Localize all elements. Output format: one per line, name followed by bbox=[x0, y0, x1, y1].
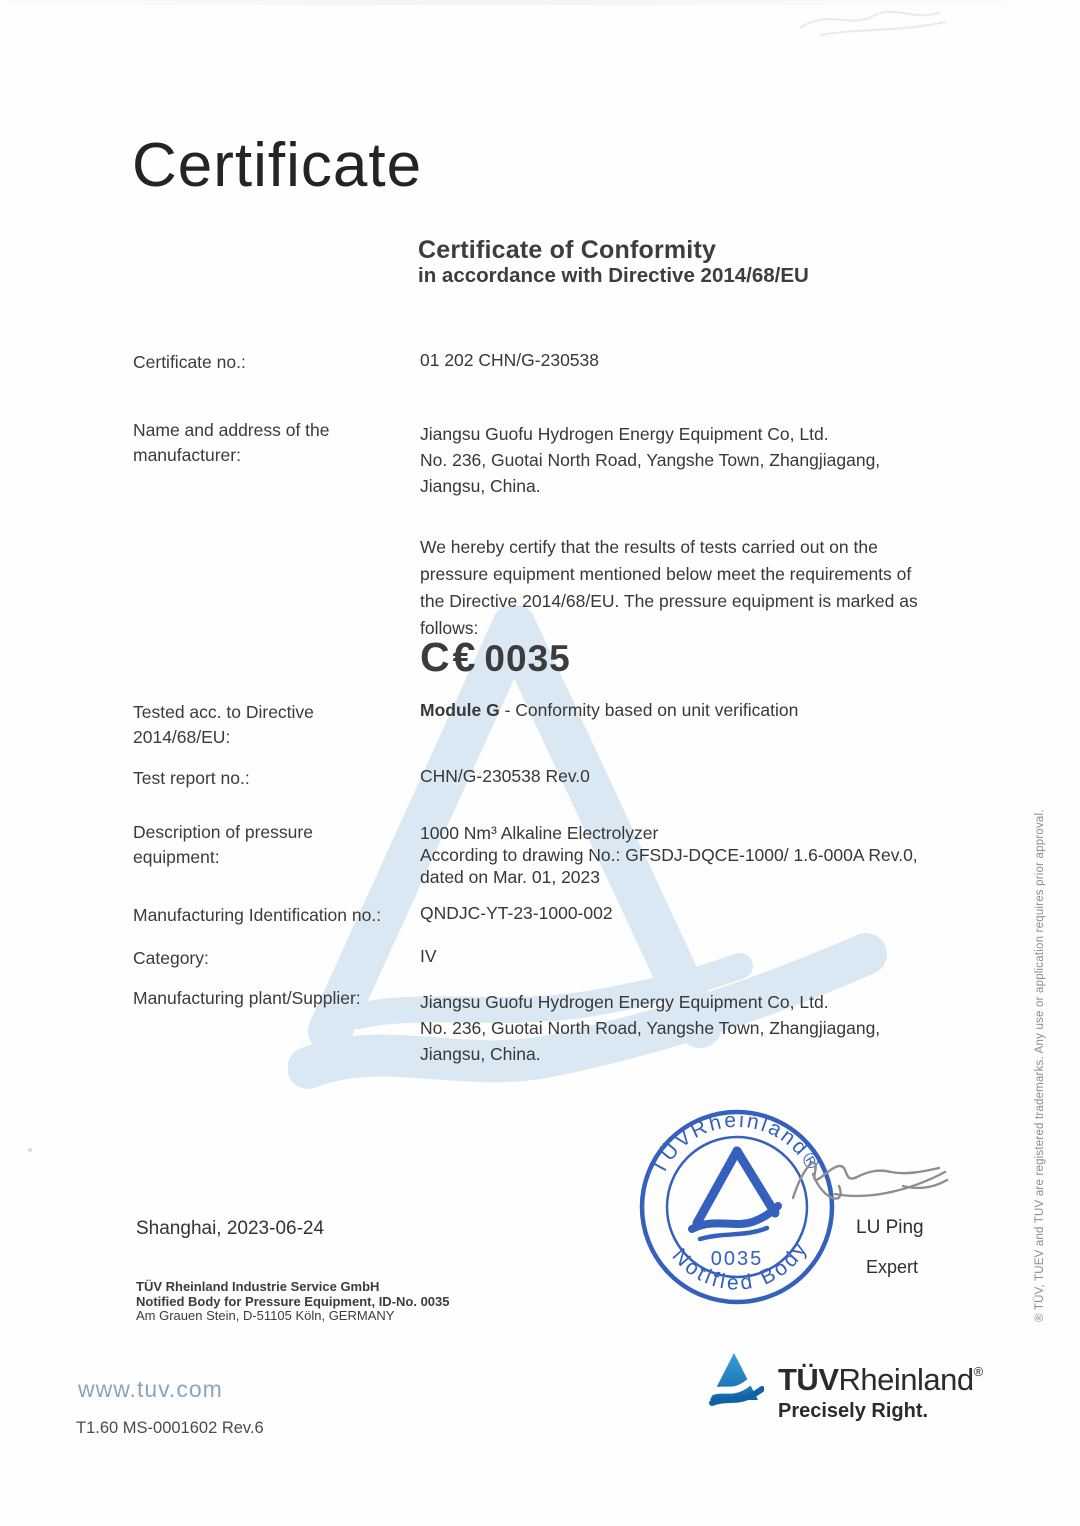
field-label-description: Description of pressure equipment: bbox=[133, 822, 313, 867]
trademark-side-note: ® TÜV, TUEV and TUV are registered trademarks. Any use or application requires prior approval. bbox=[1034, 809, 1046, 1322]
issue-place-date: Shanghai, 2023-06-24 bbox=[136, 1218, 325, 1239]
field-value-tested bbox=[420, 700, 798, 721]
field-value-test-report: CHN/G-230538 Rev.0 bbox=[420, 766, 590, 786]
value-line: Jiangsu, China. bbox=[420, 1044, 541, 1064]
field-value-manufacturer bbox=[420, 421, 880, 499]
stamp-bottom-arc-text: Notified Body bbox=[667, 1236, 813, 1295]
brand-name-regular: Rheinland bbox=[838, 1362, 974, 1397]
field-label-certificate-no: Certificate no.: bbox=[133, 352, 246, 372]
faint-pen-scribble bbox=[790, 0, 960, 45]
field-value-description bbox=[420, 822, 918, 888]
field-label-tested: Tested acc. to Directive 2014/68/EU: bbox=[133, 702, 314, 747]
tuv-rheinland-logo-icon bbox=[706, 1350, 764, 1408]
field-value-certificate-no: 01 202 CHN/G-230538 bbox=[420, 350, 599, 370]
statement-line: We hereby certify that the results of tests carried out on the bbox=[420, 537, 878, 557]
ce-mark-number: 0035 bbox=[484, 638, 571, 679]
statement-line: follows: bbox=[420, 618, 479, 638]
field-value-supplier bbox=[420, 989, 880, 1067]
value-line: No. 236, Guotai North Road, Yangshe Town, Zhangjiagang, bbox=[420, 450, 881, 470]
field-label-test-report: Test report no.: bbox=[133, 768, 250, 788]
stamp-triangle-icon bbox=[692, 1151, 778, 1239]
value-line: Jiangsu Guofu Hydrogen Energy Equipment Co, Ltd. bbox=[420, 992, 829, 1012]
field-label-category: Category: bbox=[133, 948, 209, 968]
stamp-number: 0035 bbox=[710, 1248, 764, 1270]
issuer-block bbox=[136, 1280, 450, 1324]
ce-mark-icon: C€ bbox=[420, 634, 479, 680]
certificate-subheading: in accordance with Directive 2014/68/EU bbox=[418, 264, 809, 287]
signature-handwriting bbox=[785, 1140, 955, 1225]
value-line: 1000 Nm³ Alkaline Electrolyzer bbox=[420, 823, 659, 843]
value-line: Jiangsu Guofu Hydrogen Energy Equipment Co, Ltd. bbox=[420, 424, 829, 444]
stamp-top-arc-text: TÜVRheinland® bbox=[647, 1108, 826, 1179]
certification-statement bbox=[420, 534, 918, 642]
value-line: According to drawing No.: GFSDJ-DQCE-1000/ 1.6-000A Rev.0, bbox=[420, 845, 918, 865]
statement-line: pressure equipment mentioned below meet the requirements of bbox=[420, 564, 912, 584]
value-line: No. 236, Guotai North Road, Yangshe Town, Zhangjiagang, bbox=[420, 1018, 881, 1038]
ce-marking bbox=[420, 634, 571, 681]
signer-name: LU Ping bbox=[856, 1217, 924, 1238]
field-value-manufacturing-id: QNDJC-YT-23-1000-002 bbox=[420, 903, 613, 923]
brand-name-bold: TÜV bbox=[778, 1362, 839, 1397]
module-description: - Conformity based on unit verification bbox=[504, 700, 799, 720]
module-name: Module G bbox=[420, 700, 500, 720]
brand-tagline: Precisely Right. bbox=[778, 1400, 929, 1422]
form-reference: T1.60 MS-0001602 Rev.6 bbox=[76, 1419, 264, 1437]
value-line: Jiangsu, China. bbox=[420, 476, 541, 496]
statement-line: the Directive 2014/68/EU. The pressure equipment is marked as bbox=[420, 591, 918, 611]
issuer-line: Am Grauen Stein, D-51105 Köln, GERMANY bbox=[136, 1308, 395, 1323]
value-line: dated on Mar. 01, 2023 bbox=[420, 867, 600, 887]
certificate-heading: Certificate of Conformity bbox=[418, 236, 717, 264]
issuer-line: TÜV Rheinland Industrie Service GmbH bbox=[136, 1279, 380, 1294]
brand-wordmark bbox=[778, 1362, 983, 1423]
field-label-supplier: Manufacturing plant/Supplier: bbox=[133, 988, 361, 1008]
tuv-website-link: www.tuv.com bbox=[78, 1376, 223, 1402]
field-label-manufacturing-id: Manufacturing Identification no.: bbox=[133, 905, 382, 925]
issuer-line: Notified Body for Pressure Equipment, ID-No. 0035 bbox=[136, 1293, 450, 1309]
scan-speck bbox=[28, 1148, 32, 1152]
document-title: Certificate bbox=[132, 131, 423, 200]
field-value-category: IV bbox=[420, 946, 437, 966]
field-label-manufacturer: Name and address of the manufacturer: bbox=[133, 420, 330, 465]
registered-trademark-icon: ® bbox=[973, 1364, 984, 1379]
signer-title: Expert bbox=[866, 1257, 919, 1277]
